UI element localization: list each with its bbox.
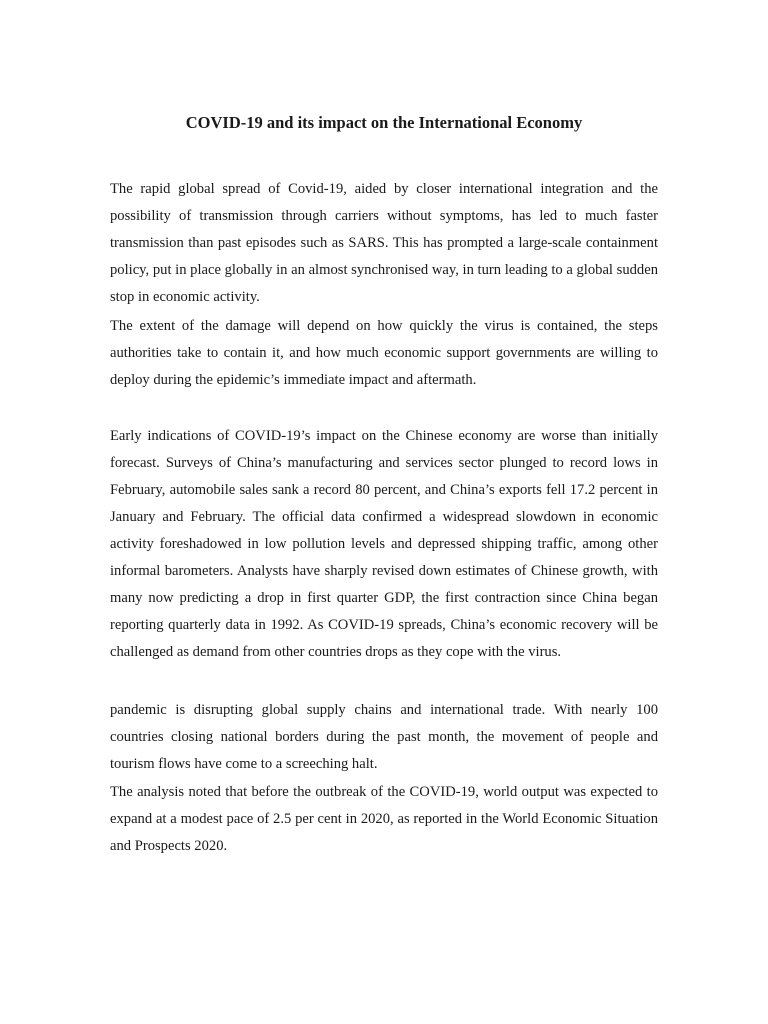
paragraph-world-output: The analysis noted that before the outbreak of the COVID-19, world output was expected to expand at a modest pace of 2.5 per cent in 2020, as reported in the World Economic Situation and Prospects 2020. <box>110 784 658 854</box>
paragraph-china-impact: Early indications of COVID-19’s impact on the Chinese economy are worse than initially forecast. Surveys of China’s manufacturing and services sector plunged to record lows in February, automobile sales sank a record 80 percent, and China’s exports fell 17.2 percent in January and February. The official data confirmed a widespread slowdown in economic activity foreshadowed in low pollution levels and depressed shipping traffic, among other informal barometers. Analysts have sharply revised down estimates of Chinese growth, with many now predicting a drop in first quarter GDP, the first contraction since China began reporting quarterly data in 1992. As COVID-19 spreads, China’s economic recovery will be challenged as demand from other countries drops as they cope with the virus. <box>110 428 658 660</box>
paragraph-damage-extent: The extent of the damage will depend on how quickly the virus is contained, the steps authorities take to contain it, and how much economic support governments are willing to deploy during the epidemic’s immediate impact and aftermath. <box>110 318 658 388</box>
document-title: COVID-19 and its impact on the International Economy <box>185 113 583 132</box>
paragraph-covid-spread: The rapid global spread of Covid-19, aided by closer international integration and the possibility of transmission through carriers without symptoms, has led to much faster transmission than past episodes such as SARS. This has prompted a large-scale containment policy, put in place globally in an almost synchronised way, in turn leading to a global sudden stop in economic activity. <box>110 181 658 305</box>
paragraph-supply-chains: pandemic is disrupting global supply chains and international trade. With nearly 100 countries closing national borders during the past month, the movement of people and tourism flows have come to a screeching halt. <box>110 702 658 772</box>
